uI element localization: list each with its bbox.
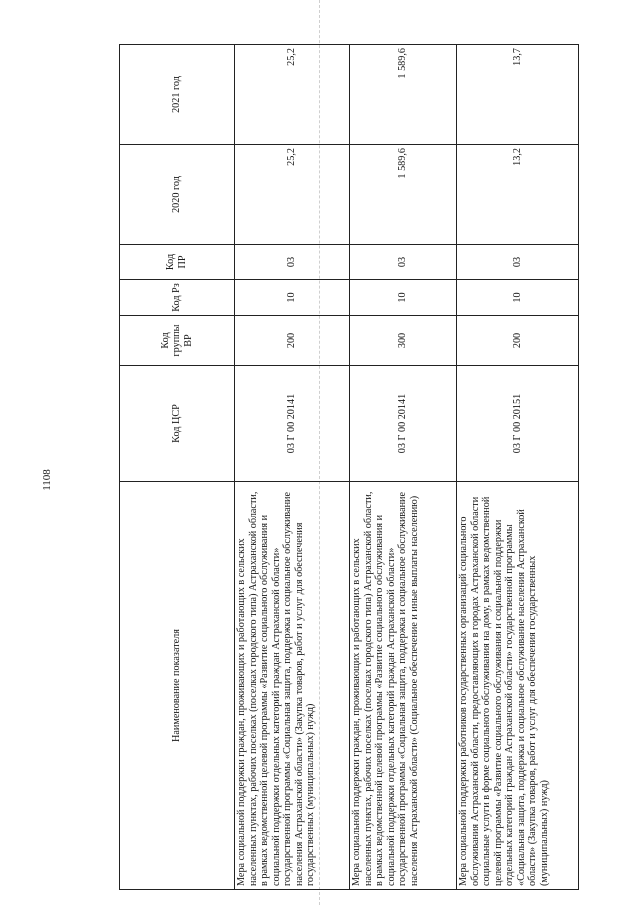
cell-rz: 10 xyxy=(350,280,457,316)
header-pr: Код ПР xyxy=(120,245,235,280)
cell-rz: 10 xyxy=(457,280,579,316)
budget-table xyxy=(119,44,579,890)
page-number: 1108 xyxy=(41,469,53,491)
cell-2020: 25,2 xyxy=(235,145,350,245)
table-header xyxy=(120,45,235,890)
header-csr: Код ЦСР xyxy=(120,366,235,482)
cell-2020: 1 589,6 xyxy=(350,145,457,245)
cell-2021: 1 589,6 xyxy=(350,45,457,145)
header-2021: 2021 год xyxy=(120,45,235,145)
cell-vr: 200 xyxy=(235,316,350,366)
cell-rz: 10 xyxy=(235,280,350,316)
cell-pr: 03 xyxy=(350,245,457,280)
header-vr: Код группы ВР xyxy=(120,316,235,366)
cell-vr: 200 xyxy=(457,316,579,366)
cell-csr: 03 Г 00 20151 xyxy=(457,366,579,482)
cell-name: Мера социальной поддержки граждан, проживающих и работающих в сельских населенных пунктах, рабочих поселках (поселках городского типа) Астраханской области, в рамках ведомственной целевой программы «Развитие социального обслуживания и социальной поддержки отдельных категорий граждан Астраханской области» государственной программы «Социальная защита, поддержка и социальное обслуживание населения Астраханской области» (Социальное обеспечение и иные выплаты населению) xyxy=(350,482,457,890)
cell-2021: 25,2 xyxy=(235,45,350,145)
header-rz: Код Рз xyxy=(120,280,235,316)
cell-pr: 03 xyxy=(235,245,350,280)
rotated-table-wrapper xyxy=(119,45,579,890)
cell-csr: 03 Г 00 20141 xyxy=(350,366,457,482)
cell-name: Мера социальной поддержки граждан, проживающих и работающих в сельских населенных пунктах, рабочих поселках (поселках городского типа) Астраханской области, в рамках ведомственной целевой программы «Развитие социального обслуживания и социальной поддержки отдельных категорий граждан Астраханской области» государственной программы «Социальная защита, поддержка и социальное обслуживание населения Астраханской области» (Закупка товаров, работ и услуг для обеспечения государственных (муниципальных) нужд) xyxy=(235,482,350,890)
table-row xyxy=(350,45,457,890)
cell-2021: 13,7 xyxy=(457,45,579,145)
cell-2020: 13,2 xyxy=(457,145,579,245)
table-row xyxy=(457,45,579,890)
cell-csr: 03 Г 00 20141 xyxy=(235,366,350,482)
header-name: Наименование показателя xyxy=(120,482,235,890)
cell-name: Мера социальной поддержки работников государственных организаций социального обслуживания Астраханской области, предоставляющих в городах Астраханской области социальные услуги в форме социального обслуживания на дому, в рамках ведомственной целевой программы «Развитие социального обслуживания и социальной поддержки отдельных категорий граждан Астраханской области» государственной программы «Социальная защита, поддержка и социальное обслуживание населения Астраханской области» (Закупка товаров, работ и услуг для обеспечения государственных (муниципальных) нужд) xyxy=(457,482,579,890)
cell-vr: 300 xyxy=(350,316,457,366)
header-2020: 2020 год xyxy=(120,145,235,245)
cell-pr: 03 xyxy=(457,245,579,280)
table-row xyxy=(235,45,350,890)
